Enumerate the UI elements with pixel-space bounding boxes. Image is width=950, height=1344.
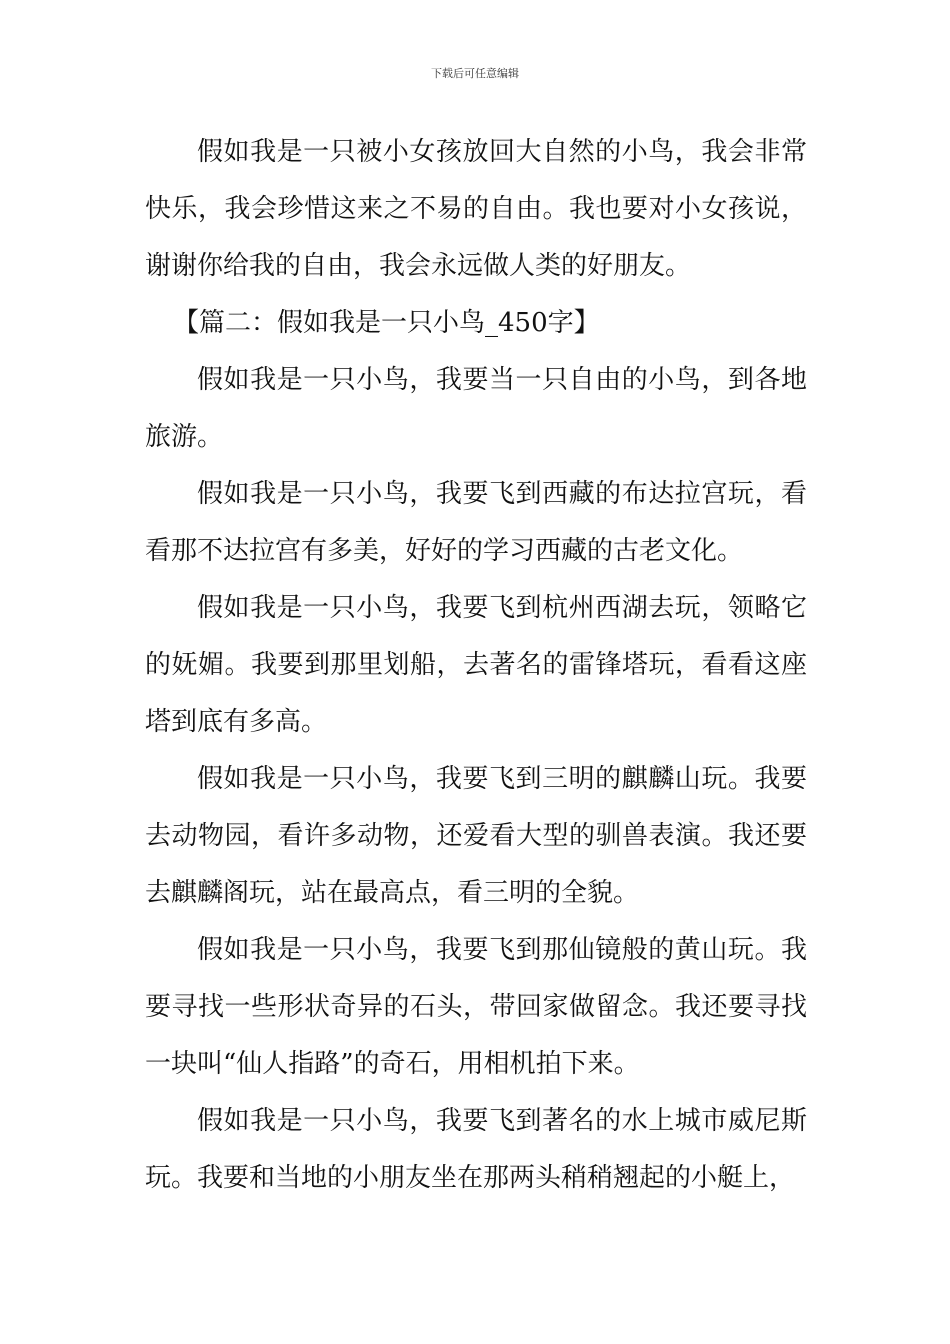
paragraph-2: 假如我是一只小鸟，我要当一只自由的小鸟，到各地旅游。 xyxy=(145,365,807,452)
paragraph-6: 假如我是一只小鸟，我要飞到那仙镜般的黄山玩。我要寻找一些形状奇异的石头，带回家做留念。我还要寻找一块叫“仙人指路”的奇石，用相机拍下来。 xyxy=(145,935,807,1079)
paragraph-7: 假如我是一只小鸟，我要飞到著名的水上城市威尼斯玩。我要和当地的小朋友坐在那两头稍稍翘起的小艇上， xyxy=(145,1106,807,1193)
document-body xyxy=(145,124,807,1207)
section-title: 【篇二：假如我是一只小鸟_450字】 xyxy=(173,308,600,338)
page-header: 下载后可任意编辑 xyxy=(431,67,519,80)
paragraph-4: 假如我是一只小鸟，我要飞到杭州西湖去玩，领略它的妩媚。我要到那里划船，去著名的雷锋塔玩，看看这座塔到底有多高。 xyxy=(145,593,807,737)
paragraph-3: 假如我是一只小鸟，我要飞到西藏的布达拉宫玩，看看那不达拉宫有多美，好好的学习西藏的古老文化。 xyxy=(145,479,807,566)
paragraph-5: 假如我是一只小鸟，我要飞到三明的麒麟山玩。我要去动物园，看许多动物，还爱看大型的驯兽表演。我还要去麒麟阁玩，站在最高点，看三明的全貌。 xyxy=(145,764,807,908)
paragraph-1: 假如我是一只被小女孩放回大自然的小鸟，我会非常快乐，我会珍惜这来之不易的自由。我也要对小女孩说，谢谢你给我的自由，我会永远做人类的好朋友。 xyxy=(145,137,807,281)
